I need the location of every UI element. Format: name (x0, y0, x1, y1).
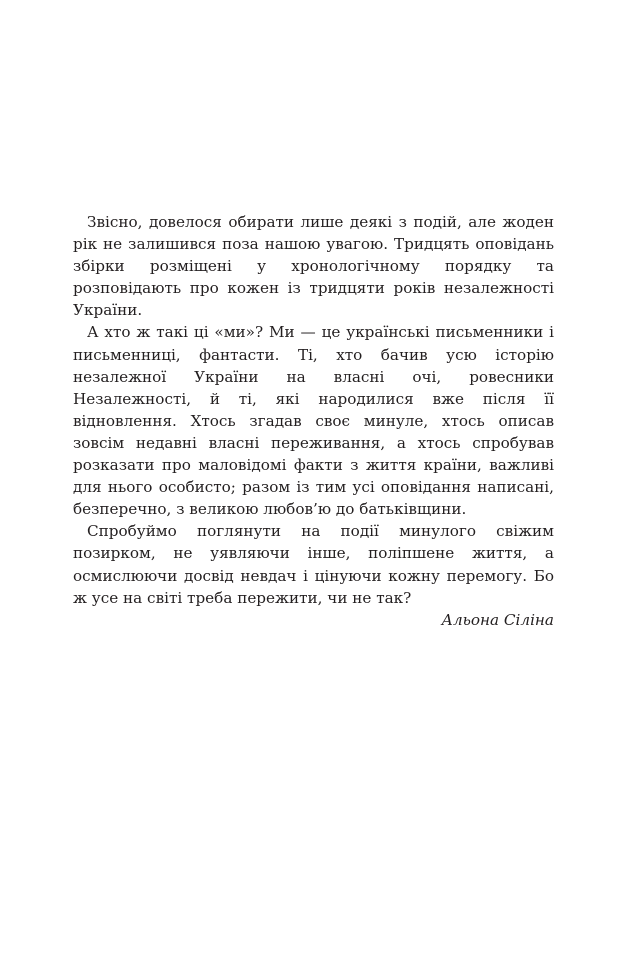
author-signature: Альона Сіліна (441, 610, 554, 629)
paragraph-1: Звісно, довелося обирати лише деякі з подій, але жоден рік не залишився поза нашою увагою. Тридцять оповідань збірки розміщені у хронологічному порядку та розповідають про кожен із тридцяти років незалежності України. (73, 213, 554, 320)
paragraph-3: Спробуймо поглянути на події минулого свіжим позирком, не уявляючи інше, поліпшене життя, а осмислюючи досвід невдач і цінуючи кожну перемогу. Бо ж усе на світі треба пережити, чи не так? (73, 522, 554, 607)
paragraph-2: А хто ж такі ці «ми»? Ми — це українські письменники і письменниці, фантасти. Ті, хто бачив усю історію незалежної України на власні очі, ровесники Незалежності, й ті, які народилися вже після її відновлення. Хтось згадав своє минуле, хтось описав зовсім недавні власні переживання, а хтось спробував розказати про маловідомі факти з життя країни, важливі для нього особисто; разом із тим усі оповідання написані, безперечно, з великою любов’ю до батьківщини. (73, 323, 554, 519)
preface-text (73, 211, 554, 631)
